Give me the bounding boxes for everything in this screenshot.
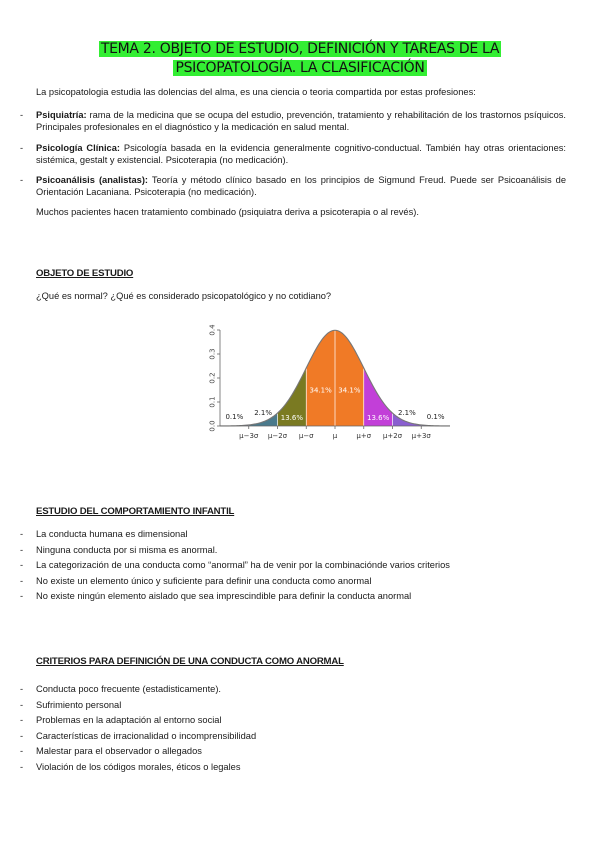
list-item-text: Sufrimiento personal bbox=[36, 699, 122, 710]
list-item bbox=[20, 574, 580, 590]
bullet-dash: - bbox=[20, 761, 24, 772]
list-item bbox=[20, 558, 580, 574]
list-item bbox=[20, 744, 580, 760]
list-item-text: No existe un elemento único y suficiente para definir una conducta como anormal bbox=[36, 575, 372, 586]
heading-objeto-de-estudio: OBJETO DE ESTUDIO bbox=[36, 268, 134, 279]
region-4 bbox=[335, 330, 364, 426]
x-tick-label: μ+σ bbox=[356, 432, 372, 440]
heading-comportamiento-infantil: ESTUDIO DEL COMPORTAMIENTO INFANTIL bbox=[36, 506, 235, 517]
x-tick-label: μ+2σ bbox=[382, 432, 403, 440]
list-item bbox=[20, 713, 580, 729]
bullet-dash: - bbox=[20, 591, 24, 601]
bullet-dash: - bbox=[20, 560, 24, 570]
list-item-text: Violación de los códigos morales, éticos o legales bbox=[36, 761, 241, 772]
bullet-dash: - bbox=[20, 110, 24, 120]
profession-text: Psicología basada en la evidencia generalmente cognitivo-conductual. También hay otras orientaciones: sistémica, gestalt y existencial. Psicoterapia (no medicación). bbox=[36, 143, 566, 165]
y-tick-label: 0.0 bbox=[208, 420, 217, 432]
combined-treatment-note: Muchos pacientes hacen tratamiento combinado (psiquiatra deriva a psicoterapia o al revés). bbox=[36, 207, 419, 217]
profession-psicologia-clinica bbox=[36, 142, 566, 166]
bullet-dash: - bbox=[20, 143, 24, 153]
region-label-1: 2.1% bbox=[254, 409, 273, 418]
page-title bbox=[0, 40, 600, 78]
region-3 bbox=[306, 330, 335, 426]
bullet-dash: - bbox=[20, 715, 24, 725]
region-label-4: 34.1% bbox=[338, 386, 361, 395]
y-tick-label: 0.4 bbox=[208, 324, 217, 336]
list-item-text: La conducta humana es dimensional bbox=[36, 529, 188, 539]
region-label-7: 0.1% bbox=[426, 412, 445, 421]
infant-behavior-list bbox=[20, 527, 580, 605]
list-item-text: Conducta poco frecuente (estadisticamente). bbox=[36, 684, 222, 694]
profession-text: rama de la medicina que se ocupa del estudio, prevención, tratamiento y rehabilitación de los trastornos psíquicos. Principales profesionales en el diagnóstico y la medicación en salud mental. bbox=[36, 110, 566, 132]
list-item-text: Ninguna conducta por si misma es anormal. bbox=[36, 544, 218, 555]
list-item bbox=[20, 682, 580, 698]
x-tick-label: μ−3σ bbox=[239, 432, 259, 440]
bullet-dash: - bbox=[20, 575, 24, 586]
profession-psiquiatria bbox=[36, 109, 566, 133]
bullet-dash: - bbox=[20, 175, 24, 185]
x-tick-label: μ+3σ bbox=[411, 432, 431, 440]
bullet-dash: - bbox=[20, 730, 24, 741]
bullet-dash: - bbox=[20, 699, 24, 710]
bullet-dash: - bbox=[20, 529, 24, 539]
question-text: ¿Qué es normal? ¿Qué es considerado psicopatológico y no cotidiano? bbox=[36, 291, 332, 301]
criteria-list bbox=[20, 682, 580, 775]
profession-term: Psiquiatría: bbox=[36, 110, 87, 120]
list-item bbox=[20, 698, 580, 714]
list-item-text: No existe ningún elemento aislado que sea imprescindible para definir la conducta anormal bbox=[36, 591, 412, 601]
title-line-2: PSICOPATOLOGÍA. LA CLASIFICACIÓN bbox=[175, 60, 425, 76]
profession-term: Psicoanálisis (analistas): bbox=[36, 175, 149, 185]
x-tick-label: μ−σ bbox=[298, 432, 314, 440]
x-tick-label: μ−2σ bbox=[267, 432, 288, 440]
y-tick-label: 0.3 bbox=[208, 348, 217, 360]
bullet-dash: - bbox=[20, 684, 24, 694]
list-item-text: La categorización de una conducta como “anormal” ha de venir por la combinaciónde varios criterios bbox=[36, 560, 450, 570]
region-label-2: 13.6% bbox=[280, 414, 303, 422]
x-tick-label: μ bbox=[332, 432, 338, 440]
list-item bbox=[20, 527, 580, 543]
region-label-5: 13.6% bbox=[367, 414, 390, 422]
region-label-0: 0.1% bbox=[225, 412, 244, 421]
list-item bbox=[20, 760, 580, 776]
list-item-text: Problemas en la adaptación al entorno social bbox=[36, 715, 222, 725]
intro-paragraph: La psicopatologia estudia las dolencias del alma, es una ciencia o teoria compartida por estas profesiones: bbox=[36, 87, 476, 97]
region-label-3: 34.1% bbox=[309, 386, 332, 395]
list-item bbox=[20, 729, 580, 745]
bullet-dash: - bbox=[20, 746, 24, 756]
normal-distribution-chart bbox=[200, 318, 460, 448]
list-item-text: Malestar para el observador o allegados bbox=[36, 746, 202, 756]
heading-criterios-anormal: CRITERIOS PARA DEFINICIÓN DE UNA CONDUCTA COMO ANORMAL bbox=[36, 656, 344, 667]
y-tick-label: 0.2 bbox=[208, 372, 217, 384]
list-item bbox=[20, 543, 580, 559]
title-line-1: TEMA 2. OBJETO DE ESTUDIO, DEFINICIÓN Y TAREAS DE LA bbox=[100, 41, 500, 57]
bullet-dash: - bbox=[20, 544, 24, 555]
profession-term: Psicología Clínica: bbox=[36, 143, 120, 153]
profession-text: Teoría y método clínico basado en los principios de Sigmund Freud. Puede ser Psicoanálisis de Orientación Lacaniana. Psicoterapia (no medicación). bbox=[36, 175, 567, 197]
y-tick-label: 0.1 bbox=[208, 396, 217, 408]
profession-psicoanalisis bbox=[36, 174, 566, 198]
list-item bbox=[20, 589, 580, 605]
list-item-text: Características de irracionalidad o incomprensibilidad bbox=[36, 730, 257, 741]
region-label-6: 2.1% bbox=[397, 409, 416, 418]
